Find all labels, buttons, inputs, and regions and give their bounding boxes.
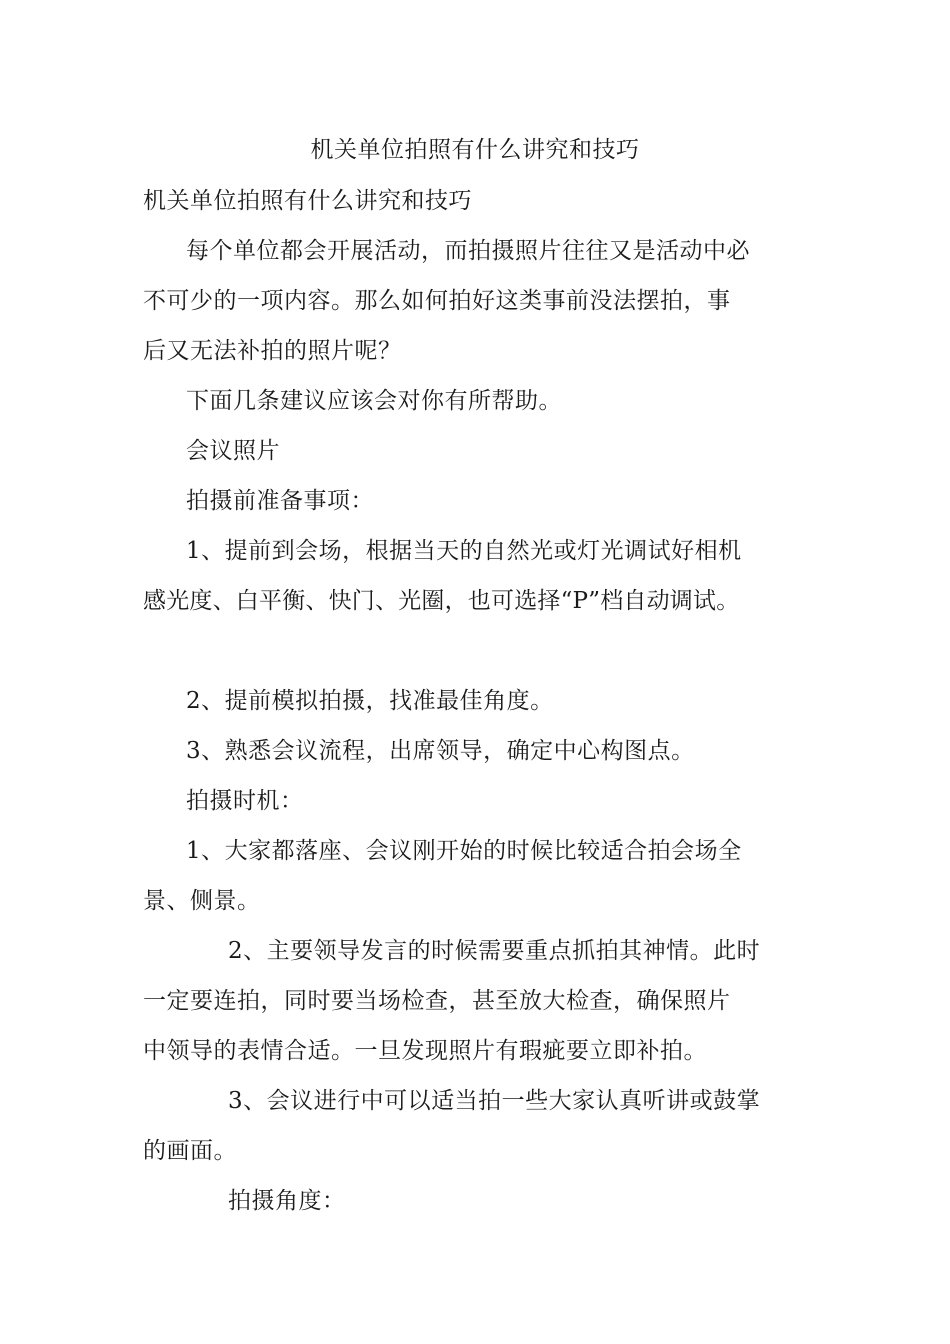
list-item-continuation: 景、侧景。	[143, 888, 261, 914]
list-item: 2、提前模拟拍摄，找准最佳角度。	[186, 688, 554, 714]
document-title: 机关单位拍照有什么讲究和技巧	[310, 137, 640, 163]
document-subtitle: 机关单位拍照有什么讲究和技巧	[143, 188, 472, 214]
list-item-continuation: 感光度、白平衡、快门、光圈，也可选择“P”档自动调试。	[143, 588, 740, 614]
list-item: 3、会议进行中可以适当拍一些大家认真听讲或鼓掌	[228, 1088, 761, 1114]
subsection-heading: 拍摄时机：	[186, 788, 304, 814]
list-item-continuation: 一定要连拍，同时要当场检查，甚至放大检查，确保照片	[143, 988, 731, 1014]
paragraph-line: 不可少的一项内容。那么如何拍好这类事前没法摆拍，事	[143, 288, 731, 314]
list-item-continuation: 的画面。	[143, 1138, 237, 1164]
subsection-heading: 拍摄角度：	[228, 1188, 346, 1214]
list-item-continuation: 中领导的表情合适。一旦发现照片有瑕疵要立即补拍。	[143, 1038, 707, 1064]
section-heading: 会议照片	[186, 438, 280, 464]
subsection-heading: 拍摄前准备事项：	[186, 488, 374, 514]
list-item: 2、主要领导发言的时候需要重点抓拍其神情。此时	[228, 938, 761, 964]
list-item: 1、大家都落座、会议刚开始的时候比较适合拍会场全	[186, 838, 742, 864]
list-item: 3、熟悉会议流程，出席领导，确定中心构图点。	[186, 738, 695, 764]
paragraph-line: 每个单位都会开展活动，而拍摄照片往往又是活动中必	[186, 238, 750, 264]
list-item: 1、提前到会场，根据当天的自然光或灯光调试好相机	[186, 538, 742, 564]
paragraph-line: 下面几条建议应该会对你有所帮助。	[186, 388, 562, 414]
paragraph-line: 后又无法补拍的照片呢？	[143, 338, 402, 364]
